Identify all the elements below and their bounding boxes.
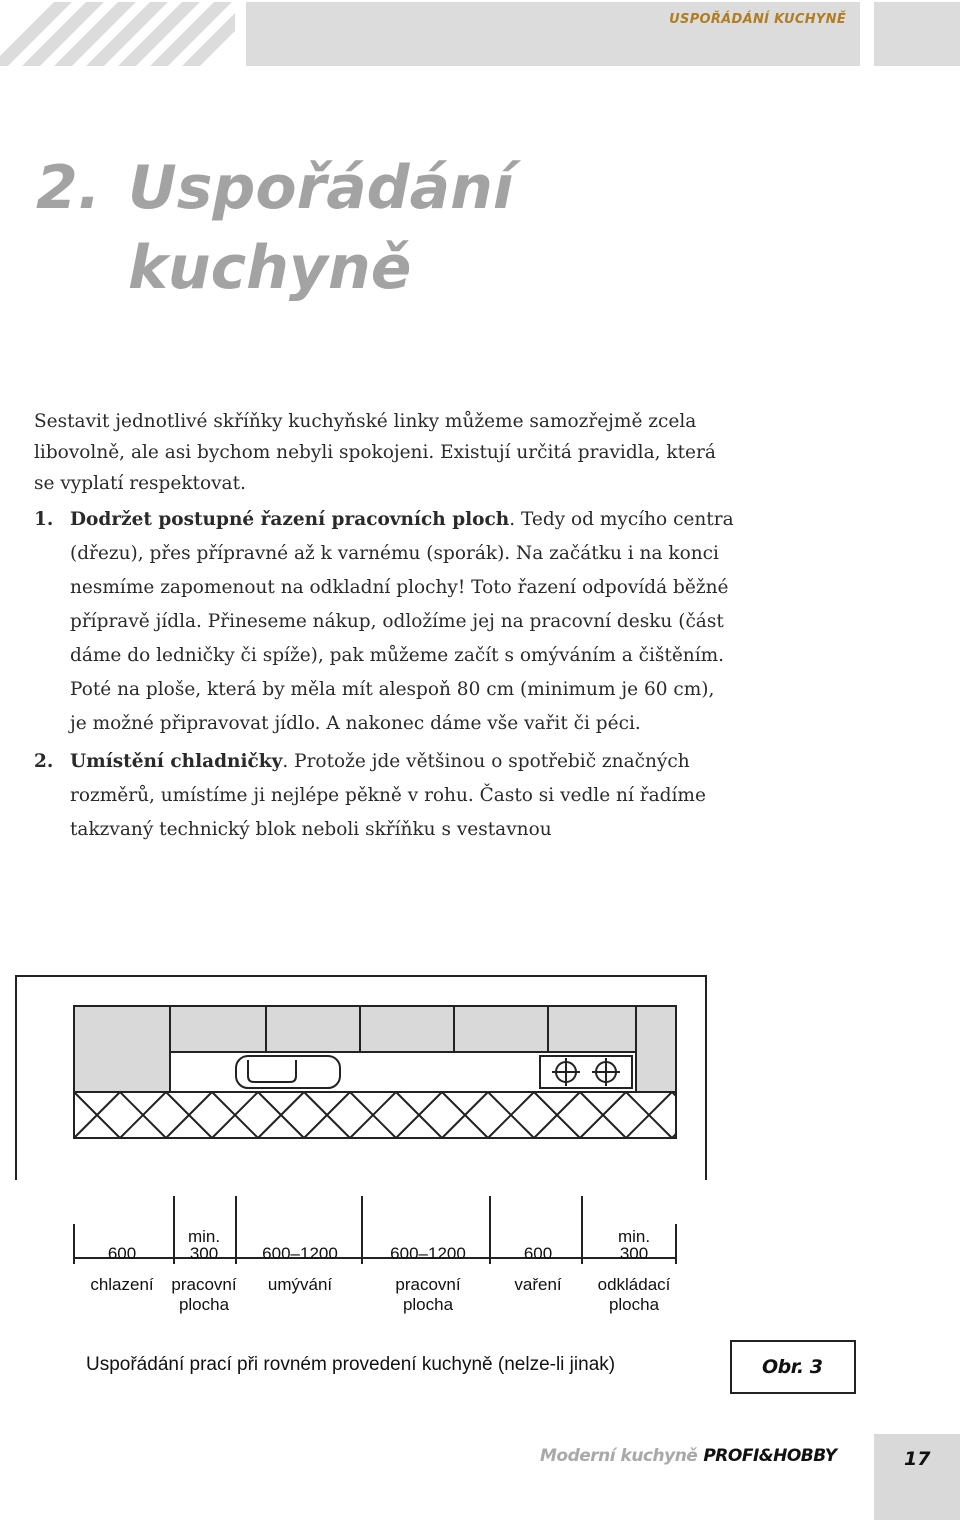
zone-dim: 600 xyxy=(107,1244,137,1263)
list-item-heading: Dodržet postupné řazení pracovních ploch xyxy=(70,509,510,530)
list-item-number: 1. xyxy=(34,509,54,530)
zone-name: pracovní xyxy=(395,1275,461,1294)
body-text xyxy=(34,406,734,847)
wall-cabinet xyxy=(548,1006,636,1052)
chapter-title-line2: kuchyně xyxy=(128,233,412,303)
wall-cabinet xyxy=(266,1006,360,1052)
figure-number-box xyxy=(730,1340,856,1394)
zone-dim: 600–1200 xyxy=(262,1244,338,1263)
figure-number: Obr. 3 xyxy=(762,1356,823,1378)
zone-dim: 300 xyxy=(189,1244,219,1263)
zone-dim: 600 xyxy=(523,1244,553,1263)
zone-dim-top: min. xyxy=(617,1227,651,1246)
chapter-number: 2. xyxy=(36,153,101,223)
list-item-number: 2. xyxy=(34,751,54,772)
header-bar xyxy=(246,2,860,66)
list-item-heading: Umístění chladničky xyxy=(70,751,283,772)
wall-cabinet xyxy=(454,1006,548,1052)
zone-name-line2: plocha xyxy=(608,1295,660,1314)
running-title: USPOŘÁDÁNÍ KUCHYNĚ xyxy=(669,12,846,27)
sink-icon xyxy=(236,1056,340,1088)
wall-cabinet xyxy=(360,1006,454,1052)
page-number-box xyxy=(874,1434,960,1520)
zone-dim-top: min. xyxy=(187,1227,221,1246)
zone-name: odkládací xyxy=(597,1275,671,1294)
list-item xyxy=(34,745,734,847)
zone-name: umývání xyxy=(267,1275,333,1294)
intro-paragraph: Sestavit jednotlivé skříňky kuchyňské linky můžeme samozřejmě zcela libovolně, ale asi bychom nebyli spokojeni. Existují určitá pravidla, která se vyplatí respektovat. xyxy=(34,411,716,494)
chapter-title-line1: Uspořádání xyxy=(128,153,514,223)
footer-brand: PROFI&HOBBY xyxy=(703,1446,837,1466)
zone-dim: 300 xyxy=(619,1244,649,1263)
zone-name: vaření xyxy=(514,1275,562,1294)
list-item xyxy=(34,503,734,741)
kitchen-layout-diagram xyxy=(0,960,960,1320)
figure-caption: Uspořádání prací při rovném provedení kuchyně (nelze-li jinak) xyxy=(86,1354,616,1375)
footer-title: Moderní kuchyně xyxy=(540,1446,698,1466)
list-item-text: . Tedy od mycího centra (dřezu), přes přípravné až k varnému (sporák). Na začátku i na konci nesmíme zapomenout na odkladní plochy! Toto řazení odpovídá běžné přípravě jídla. Přineseme nákup, odložíme jej na pracovní desku (část dáme do ledničky či spíže), pak můžeme začít s omýváním a čištěním. Poté na ploše, která by měla mít alespoň 80 cm (minimum je 60 cm), je možné připravovat jídlo. A nakonec dáme vše vařit či péci. xyxy=(70,509,734,734)
header-stripes xyxy=(0,0,235,66)
header-end-block xyxy=(874,2,960,66)
zone-name: pracovní xyxy=(171,1275,237,1294)
zone-name-line2: plocha xyxy=(178,1295,230,1314)
list-item-text: . Protože jde většinou o spotřebič značných rozměrů, umístíme ji nejlépe pěkně v rohu. Často si vedle ní řadíme takzvaný technický blok neboli skříňku s vestavnou xyxy=(70,751,706,840)
wall-cabinet xyxy=(170,1006,266,1052)
zone-name: chlazení xyxy=(90,1275,154,1294)
zone-dim: 600–1200 xyxy=(390,1244,466,1263)
zone-name-line2: plocha xyxy=(402,1295,454,1314)
footer xyxy=(540,1446,837,1466)
page-number: 17 xyxy=(904,1448,931,1470)
chapter-title xyxy=(36,148,513,308)
